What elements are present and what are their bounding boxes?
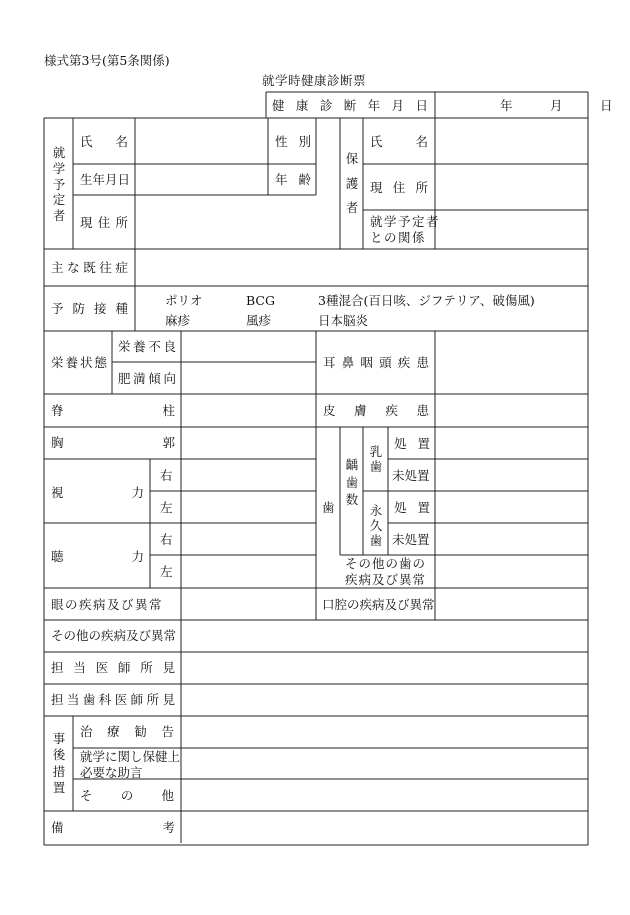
followup-other-label: そ の 他 (80, 788, 174, 803)
treatment-label: 治 療 勧 告 (80, 724, 174, 739)
remarks-label: 備 考 (51, 820, 175, 835)
perm-teeth-label: 永 久 歯 (369, 503, 383, 548)
remarks-field[interactable] (182, 812, 587, 843)
history-label: 主 な 既 往 症 (51, 260, 128, 275)
baby-treated-label: 処 置 (394, 436, 430, 451)
subject-sex-field[interactable] (317, 119, 339, 163)
guardian-relation-field[interactable] (436, 211, 587, 248)
advice-field[interactable] (182, 749, 587, 778)
hearing-right-label: 右 (160, 532, 173, 547)
mouth-label: 口腔の疾病及び異常 (322, 597, 435, 612)
subject-address-label: 現 住 所 (80, 215, 128, 230)
hearing-right-field[interactable] (182, 524, 315, 554)
nutrition-obese-label: 肥 満 傾 向 (118, 371, 176, 386)
teeth-other-label: その他の歯の 疾病及び異常 (345, 556, 427, 587)
guardian-group-label: 保 護 者 (345, 151, 359, 215)
subject-group-label: 就 学 予 定 者 (52, 145, 66, 223)
subject-name-field[interactable] (136, 119, 267, 163)
form-title: 就学時健康診断票 (262, 73, 367, 88)
subject-address-field[interactable] (136, 196, 339, 248)
skin-label: 皮 膚 疾 患 (323, 403, 429, 418)
vision-right-field[interactable] (182, 460, 315, 490)
ent-label: 耳 鼻 咽 頭 疾 患 (323, 355, 429, 370)
vaccination-label: 予 防 接 種 (51, 301, 128, 316)
history-field[interactable] (136, 250, 587, 285)
teeth-other-field[interactable] (436, 556, 587, 587)
baby-teeth-label: 乳 歯 (369, 444, 383, 474)
chest-label: 胸 郭 (51, 435, 175, 450)
doctor-field[interactable] (182, 653, 587, 683)
vaccination-item: 日本脳炎 (318, 313, 369, 328)
hearing-left-field[interactable] (182, 556, 315, 587)
perm-untreated-label: 未処置 (392, 532, 430, 547)
chest-field[interactable] (182, 428, 315, 458)
exam-date-field[interactable]: 年 月 日 (500, 98, 613, 113)
advice-label: 就学に関し保健上 必要な助言 (80, 749, 181, 780)
skin-field[interactable] (436, 395, 587, 426)
dentist-label: 担 当 歯 科 医 師 所 見 (51, 692, 175, 707)
nutrition-obese-field[interactable] (182, 363, 315, 393)
subject-age-field[interactable] (317, 165, 339, 194)
other-disease-label: その他の疾病及び異常 (51, 628, 177, 643)
other-disease-field[interactable] (182, 621, 587, 651)
vision-right-label: 右 (160, 468, 173, 483)
guardian-address-label: 現 住 所 (370, 180, 428, 195)
baby-untreated-label: 未処置 (392, 468, 430, 483)
subject-age-label: 年 齢 (275, 172, 311, 187)
vaccination-item: BCG (246, 293, 275, 308)
treatment-field[interactable] (182, 717, 587, 747)
ent-field[interactable] (436, 332, 587, 393)
vaccination-item: ポリオ (165, 293, 203, 308)
vaccination-item: 麻疹 (165, 313, 191, 328)
vision-left-label: 左 (160, 500, 173, 515)
subject-name-label: 氏 名 (80, 134, 128, 149)
teeth-label: 歯 (322, 500, 335, 515)
followup-group-label: 事 後 措 置 (52, 731, 66, 795)
perm-treated-field[interactable] (436, 492, 587, 522)
subject-sex-label: 性 別 (275, 134, 311, 149)
mouth-field[interactable] (436, 589, 587, 619)
hearing-left-label: 左 (160, 564, 173, 579)
doctor-label: 担 当 医 師 所 見 (51, 660, 175, 675)
eye-field[interactable] (182, 589, 315, 619)
nutrition-label: 栄 養 状 態 (51, 355, 107, 370)
caries-label: 齲 歯 数 (345, 457, 359, 507)
dentist-field[interactable] (182, 685, 587, 715)
eye-label: 眼の疾病及び異常 (51, 597, 164, 612)
vaccination-item: 3種混合(百日咳、ジフテリア、破傷風) (318, 293, 535, 308)
followup-other-field[interactable] (182, 780, 587, 810)
vision-label: 視 力 (51, 485, 144, 500)
vision-left-field[interactable] (182, 492, 315, 522)
perm-treated-label: 処 置 (394, 500, 430, 515)
subject-birth-label: 生 年 月 日 (80, 172, 131, 187)
form-number: 様式第3号(第5条関係) (44, 53, 170, 68)
baby-treated-field[interactable] (436, 428, 587, 458)
baby-untreated-field[interactable] (436, 460, 587, 490)
spine-label: 脊 柱 (51, 403, 175, 418)
guardian-relation-label: 就学予定者 との関係 (370, 214, 441, 245)
nutrition-under-label: 栄 養 不 良 (118, 339, 176, 354)
guardian-name-field[interactable] (436, 119, 587, 163)
spine-field[interactable] (182, 395, 315, 426)
guardian-address-field[interactable] (436, 165, 587, 209)
nutrition-under-field[interactable] (182, 332, 315, 361)
exam-date-label: 健 康 診 断 年 月 日 (272, 98, 428, 113)
subject-birth-field[interactable] (136, 165, 267, 194)
perm-untreated-field[interactable] (436, 524, 587, 554)
hearing-label: 聴 力 (51, 549, 144, 564)
vaccination-item: 風疹 (246, 313, 272, 328)
guardian-name-label: 氏 名 (370, 134, 428, 149)
